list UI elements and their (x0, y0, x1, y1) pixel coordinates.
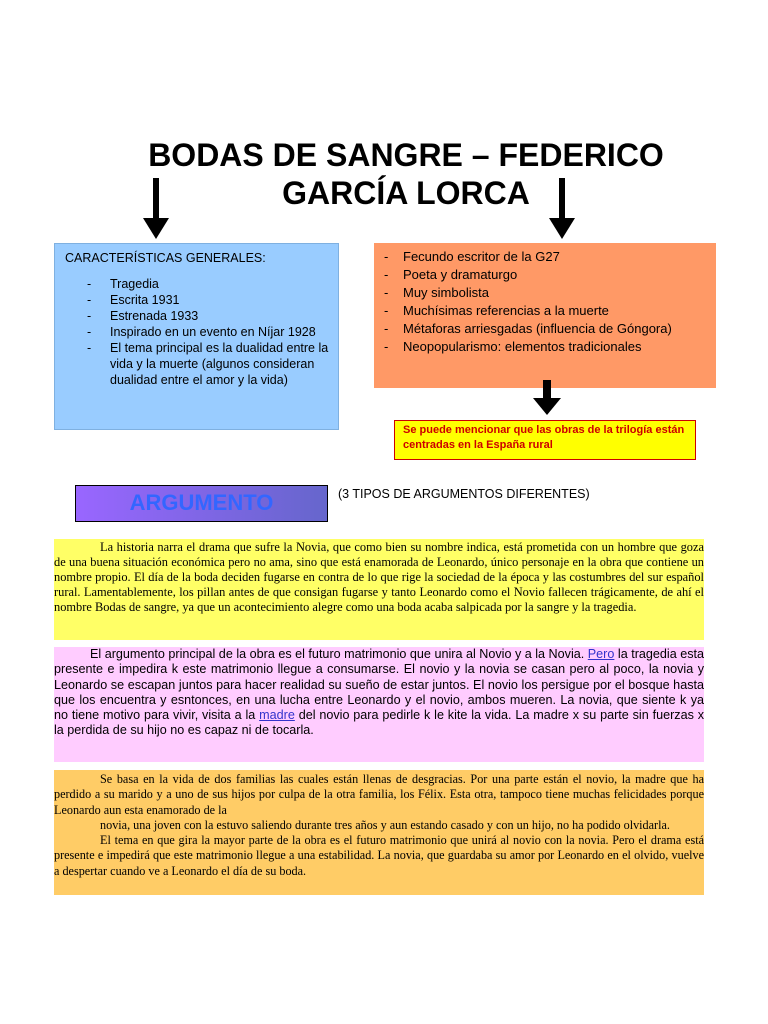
caracteristicas-list (63, 276, 330, 388)
paragraph-text: Se basa en la vida de dos familias las cuales están llenas de desgracias. Por una parte están el novio, la madre que ha perdido a su marido y a uno de sus hijos por culpa de la otra familia, los Félix. Esta otra, tampoco tiene muchas felicidades porque Leonardo aun esta enamorado de la (54, 772, 704, 817)
page-title (100, 136, 712, 212)
list-item: - Inspirado en un evento en Níjar 1928 (63, 324, 330, 340)
paragraph-text: La historia narra el drama que sufre la Novia, que como bien su nombre indica, está prometida con un hombre que goza de una buena situación económica pero no ama, sino que está enamorada de Leonardo, único personaje en la obra que contiene un nombre propio. El día de la boda deciden fugarse en contra de lo que rige la sociedad de la época y las costumbres del sur español rural. Lamentablemente, los pillan antes de que consigan fugarse y tanto Leonardo como el Novio fallecen trágicamente, de ahí el nombre Bodas de sangre, ya que un acontecimiento alegre como una boda acaba salpicada por la sangre y la tragedia. (54, 540, 704, 614)
list-item: - El tema principal es la dualidad entre la vida y la muerte (algunos consideran dualidad entre el amor y la vida) (63, 340, 330, 388)
title-line-1: BODAS DE SANGRE – FEDERICO (148, 137, 664, 173)
title-line-2: GARCÍA LORCA (282, 175, 530, 211)
argumento-paragraph-2 (54, 647, 704, 762)
paragraph-text: novia, una joven con la estuvo saliendo durante tres años y aun estando casado y con un hijo, no ha podido olvidarla. (100, 817, 670, 832)
caracteristicas-heading: CARACTERÍSTICAS GENERALES: (65, 251, 266, 265)
pero-link[interactable]: Pero (587, 647, 615, 661)
argumento-label: ARGUMENTO (75, 485, 328, 522)
madre-link[interactable]: madre (259, 708, 295, 723)
list-item: - Escrita 1931 (63, 292, 330, 308)
list-item: - Neopopularismo: elementos tradicionales (382, 338, 708, 356)
paragraph-text: del novio para pedirle k le kite la vida. La madre x su parte sin fuerzas x la perdida de su hijo no es capaz ni de tocarla. (54, 708, 705, 738)
list-item: - Muy simbolista (382, 284, 708, 302)
argumento-paragraph-1 (54, 539, 704, 640)
caracteristicas-box (54, 243, 339, 430)
list-item: - Tragedia (63, 276, 330, 292)
arrow-down-icon (143, 178, 169, 240)
paragraph-text: El argumento principal de la obra es el futuro matrimonio que unira al Novio y a la Novia. (90, 647, 585, 661)
autor-list (382, 248, 708, 356)
arrow-down-icon (533, 380, 561, 416)
argumento-paragraph-3 (54, 770, 704, 895)
argumento-tipos: (3 TIPOS DE ARGUMENTOS DIFERENTES) (338, 487, 590, 501)
paragraph-text: la tragedia esta presente e impedira k este matrimonio llegue a consumarse. El novio y la novia se casan pero al poco, la novia y Leonardo se escapan juntos para hacer realidad su sueño de estar juntos. El novio los persigue por el bosque hasta que los encuentra y esntonces, en una lucha entre Leonardo y el novio, ambos mueren. La novia, que siente k ya no tiene motivo para vivir, visita a la (54, 647, 705, 723)
autor-box (374, 243, 716, 388)
list-item: - Poeta y dramaturgo (382, 266, 708, 284)
arrow-down-icon (549, 178, 575, 240)
list-item: - Muchísimas referencias a la muerte (382, 302, 708, 320)
list-item: - Fecundo escritor de la G27 (382, 248, 708, 266)
list-item: - Métaforas arriesgadas (influencia de Góngora) (382, 320, 708, 338)
trilogia-note: Se puede mencionar que las obras de la trilogía están centradas en la España rural (394, 420, 696, 460)
paragraph-text: El tema en que gira la mayor parte de la obra es el futuro matrimonio que unirá al novio con la novia. Pero el drama está presente e impedirá que este matrimonio llegue a una estabilidad. La novia, que guardaba su amor por Leonardo en el olvido, vuelve a despertar cuando ve a Leonardo el día de su boda. (54, 833, 704, 878)
list-item: - Estrenada 1933 (63, 308, 330, 324)
